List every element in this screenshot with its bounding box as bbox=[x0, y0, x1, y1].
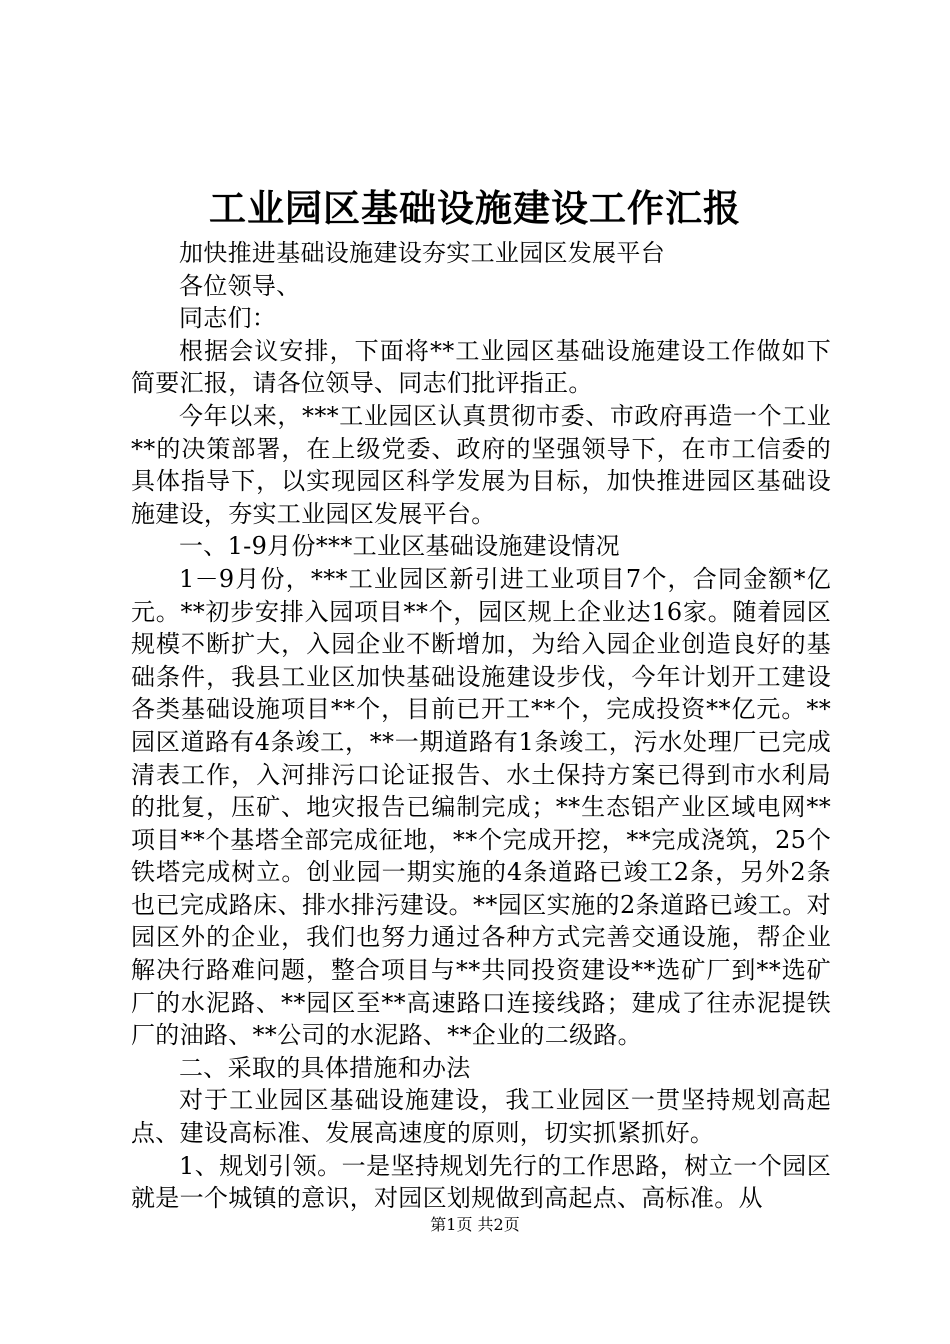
salutation-leaders: 各位领导、 bbox=[179, 271, 301, 300]
page-footer: 第1页 共2页 bbox=[430, 1215, 520, 1234]
overview-paragraph: 今年以来，***工业园区认真贯彻市委、市政府再造一个工业**的决策部署，在上级党委、政府的坚强领导下，在市工信委的具体指导下，以实现园区科学发展为目标，加快推进园区基础设施建设，夯实工业园区发展平台。 bbox=[131, 401, 831, 528]
planning-paragraph: 1、规划引领。一是坚持规划先行的工作思路，树立一个园区就是一个城镇的意识，对园区划规做到高起点、高标准。从 bbox=[131, 1151, 831, 1213]
intro-paragraph: 根据会议安排，下面将**工业园区基础设施建设工作做如下简要汇报，请各位领导、同志们批评指正。 bbox=[131, 336, 831, 398]
salutation-comrades: 同志们： bbox=[179, 304, 277, 333]
progress-paragraph: 1－9月份，***工业园区新引进工业项目7个，合同金额*亿元。**初步安排入园项目**个，园区规上企业达16家。随着园区规模不断扩大，入园企业不断增加，为给入园企业创造良好的基础条件，我县工业区加快基础设施建设步伐，今年计划开工建设各类基础设施项目**个，目前已开工**个，完成投资**亿元。**园区道路有4条竣工，**一期道路有1条竣工，污水处理厂已完成清表工作，入河排污口论证报告、水土保持方案已得到市水利局的批复，压矿、地灾报告已编制完成；**生态铝产业区域电网**项目**个基塔全部完成征地，**个完成开挖，**完成浇筑，25个铁塔完成树立。创业园一期实施的4条道路已竣工2条，另外2条也已完成路床、排水排污建设。**园区实施的2条道路已竣工。对园区外的企业，我们也努力通过各种方式完善交通设施，帮企业解决行路难问题，整合项目与**共同投资建设**选矿厂到**选矿厂的水泥路、**园区至**高速路口连接线路；建成了往赤泥提铁厂的油路、**公司的水泥路、**企业的二级路。 bbox=[131, 564, 831, 1050]
section-heading-1: 一、1-9月份***工业区基础设施建设情况 bbox=[179, 532, 620, 561]
document-title: 工业园区基础设施建设工作汇报 bbox=[209, 186, 741, 230]
subtitle-paragraph: 加快推进基础设施建设夯实工业园区发展平台 bbox=[179, 239, 665, 267]
section-heading-2: 二、采取的具体措施和办法 bbox=[179, 1053, 471, 1082]
principle-paragraph: 对于工业园区基础设施建设，我工业园区一贯坚持规划高起点、建设高标准、发展高速度的原则，切实抓紧抓好。 bbox=[131, 1086, 831, 1148]
document-body bbox=[131, 237, 831, 1215]
